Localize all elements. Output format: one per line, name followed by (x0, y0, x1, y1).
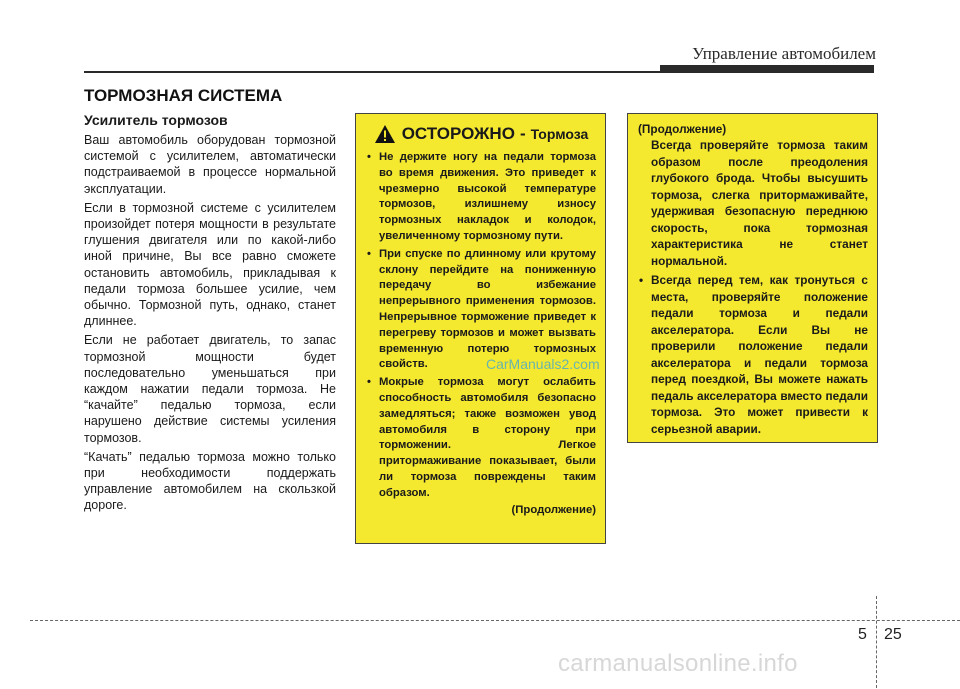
chapter-header-title: Управление автомобилем (692, 44, 876, 63)
footer-rule (30, 620, 960, 621)
warning-continuation-box (627, 113, 878, 443)
list-item: • Всегда перед тем, как тронуться с места, проверяйте положение педали тормоза и педали акселератора. Если Вы не проверили положение педали акселератора и педали тормоза перед поездкой, Вы можете нажать педаль акселератора вместо педали тормоза. Это может привести к серьезной аварии. (638, 272, 868, 437)
page-number: 25 (884, 626, 902, 643)
continuation-list (638, 272, 868, 437)
warning-title: ОСТОРОЖНО (401, 124, 515, 143)
continuation-paragraph: Всегда проверяйте тормоза таким образом после преодоления глубокого брода. Чтобы высушить тормоза, слегка притормаживайте, удерживая безопасную переднюю скорость, пока тормозная характеристика не станет нормальной. (651, 138, 868, 268)
list-item: • Мокрые тормоза могут ослабить способность автомобиля безопасно замедляться; также возможен увод автомобиля в сторону при торможении. Легкое притормаживание показывает, были ли тормоза повреждены таким образом. (366, 375, 596, 501)
watermark-site: carmanualsonline.info (558, 650, 798, 677)
list-item: • При спуске по длинному или крутому склону перейдите на пониженную передачу во избежание непрерывного применения тормозов. Непрерывное торможение приведет к перегреву тормозов и может вызвать временную потерю тормозных свойств. (366, 247, 596, 373)
body-paragraph: Если не работает двигатель, то запас тормозной мощности будет последовательно уменьшаться при каждом нажатии педали тормоза. Не “качайте” педалью тормоза, если нарушено действие системы усиления тормозов. (84, 333, 336, 445)
header-rule-accent (660, 65, 874, 71)
watermark-text: CarManuals2.com (486, 356, 600, 372)
body-paragraph: Если в тормозной системе с усилителем произойдет потеря мощности в результате глушения двигателя или по какой-либо иной причине, Вы все равно сможете остановить автомобиль, прикладывая к педали тормоза большее усилие, чем обычно. Тормозной путь, однако, станет длиннее. (84, 200, 336, 329)
brake-booster-section (84, 112, 336, 517)
list-item: • Не держите ногу на педали тормоза во время движения. Это приведет к чрезмерно высокой температуре тормозов, излишнему износу тормозных накладок и колодок, увеличенному тормозному пути. (366, 150, 596, 245)
warning-topic: Тормоза (530, 126, 589, 142)
footer-divider (876, 596, 877, 688)
warning-header (366, 124, 596, 144)
continuation-label: (Продолжение) (638, 122, 727, 136)
subsection-heading: Усилитель тормозов (84, 112, 228, 128)
header-rule (84, 71, 874, 73)
warning-triangle-icon (374, 124, 396, 144)
chapter-number: 5 (858, 626, 867, 643)
body-paragraph: Ваш автомобиль оборудован тормозной системой с усилителем, автоматически подстраиваемой в процессе нормальной эксплуатации. (84, 133, 336, 196)
section-title: ТОРМОЗНАЯ СИСТЕМА (84, 86, 283, 105)
continued-label: (Продолжение) (511, 503, 596, 516)
warning-list (366, 150, 596, 502)
warning-separator: - (519, 124, 526, 143)
warning-box (355, 113, 606, 544)
body-paragraph: “Качать” педалью тормоза можно только при необходимости поддержать управление автомобилем на скользкой дороге. (84, 449, 336, 513)
